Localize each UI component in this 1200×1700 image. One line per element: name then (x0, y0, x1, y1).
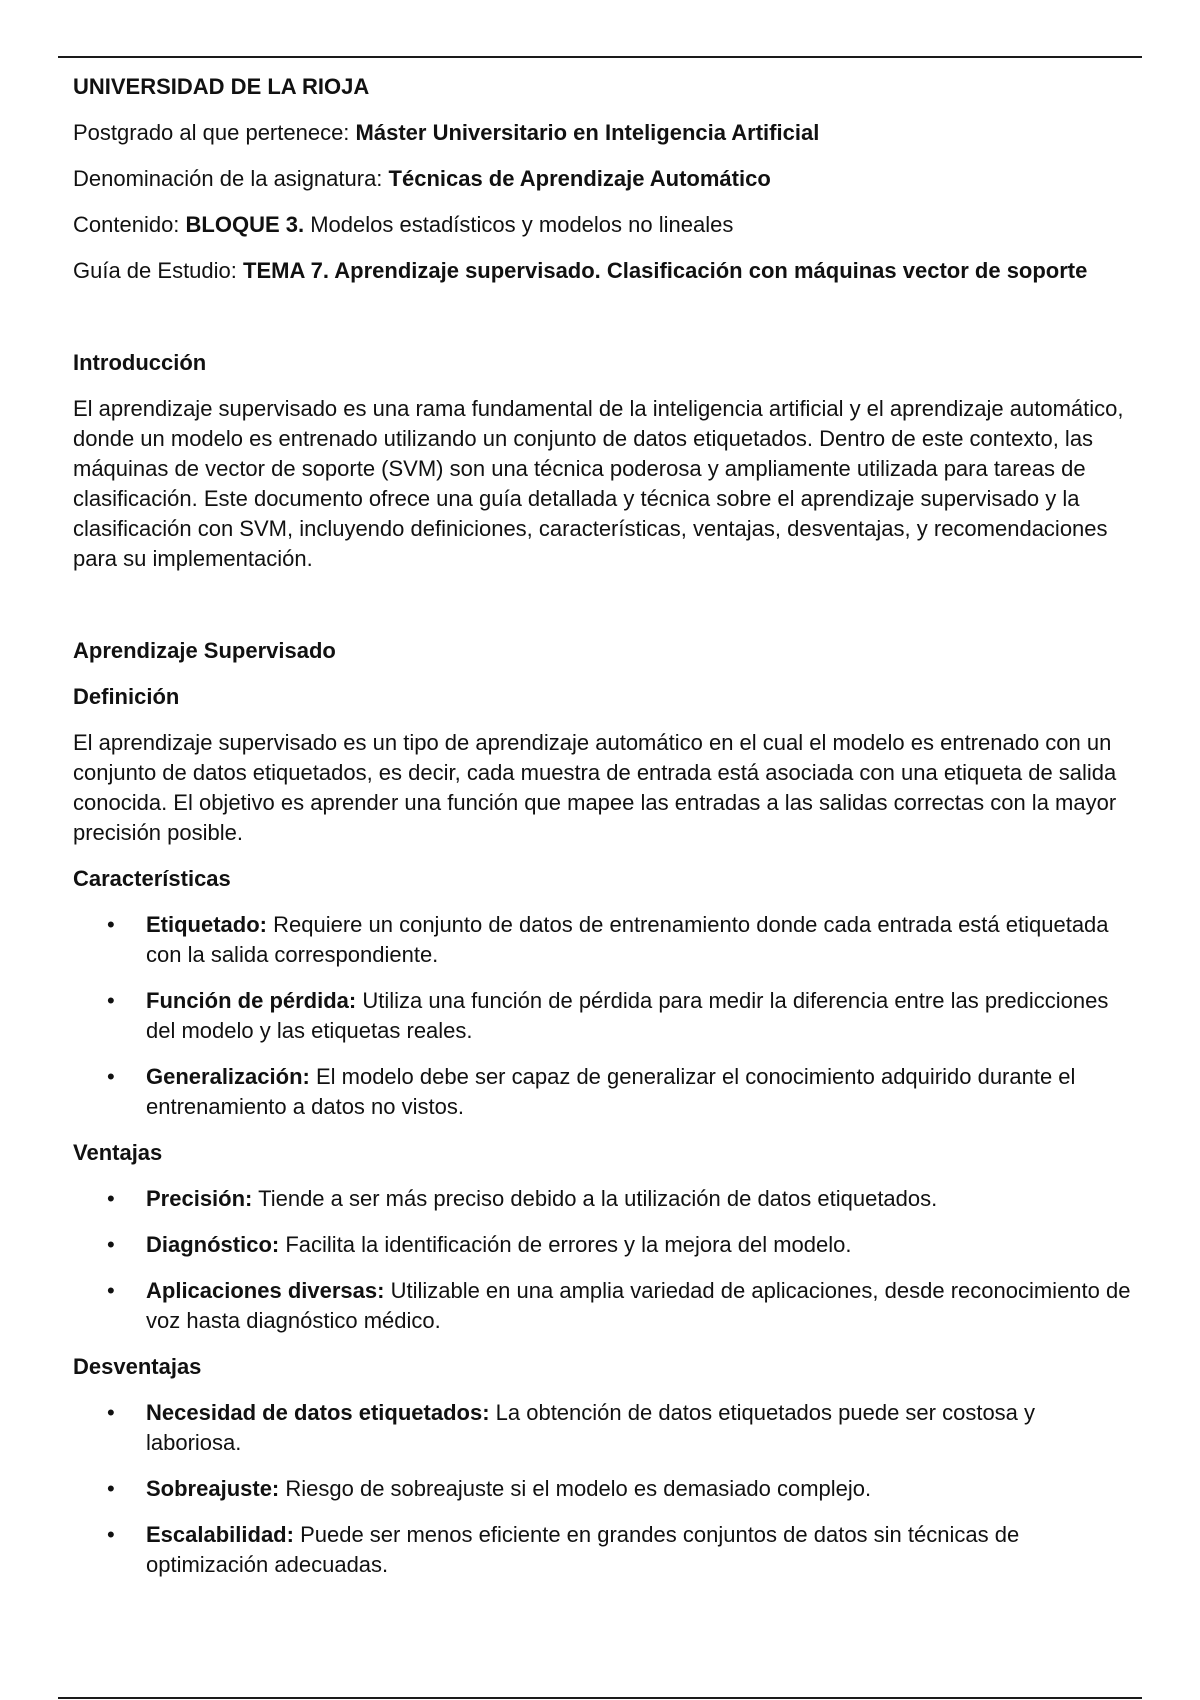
item-desc: Utiliza una función de pérdida para medir la diferencia entre las predicciones del modelo y las etiquetas reales. (146, 988, 1109, 1043)
aprendizaje-heading: Aprendizaje Supervisado (73, 638, 336, 663)
contenido-line (73, 210, 1133, 240)
asignatura-value: Técnicas de Aprendizaje Automático (388, 166, 771, 191)
contenido-label: Contenido: (73, 212, 186, 237)
document-body (73, 72, 1133, 1596)
item-desc: Riesgo de sobreajuste si el modelo es demasiado complejo. (279, 1476, 872, 1501)
postgrado-value: Máster Universitario en Inteligencia Artificial (355, 120, 820, 145)
item-term: Función de pérdida: (146, 988, 357, 1013)
introduccion-heading: Introducción (73, 350, 207, 375)
guia-line (73, 256, 1133, 286)
list-item (73, 910, 1133, 970)
bullet-icon: • (107, 1064, 115, 1089)
list-item (73, 1276, 1133, 1336)
item-desc: Requiere un conjunto de datos de entrenamiento donde cada entrada está etiquetada con la salida correspondiente. (146, 912, 1109, 967)
caracteristicas-heading: Características (73, 866, 231, 891)
contenido-bold: BLOQUE 3. (185, 212, 305, 237)
item-term: Escalabilidad: (146, 1522, 294, 1547)
item-desc: Puede ser menos eficiente en grandes conjuntos de datos sin técnicas de optimización adecuadas. (146, 1522, 1020, 1577)
ventajas-list (73, 1184, 1133, 1336)
definicion-heading: Definición (73, 684, 180, 709)
bottom-rule (58, 1697, 1142, 1699)
item-desc: Utilizable en una amplia variedad de aplicaciones, desde reconocimiento de voz hasta diagnóstico médico. (146, 1278, 1131, 1333)
item-desc: Tiende a ser más preciso debido a la utilización de datos etiquetados. (252, 1186, 938, 1211)
desventajas-heading: Desventajas (73, 1354, 202, 1379)
bullet-icon: • (107, 1476, 115, 1501)
item-term: Etiquetado: (146, 912, 267, 937)
bullet-icon: • (107, 912, 115, 937)
bullet-icon: • (107, 1232, 115, 1257)
bullet-icon: • (107, 988, 115, 1013)
list-item (73, 986, 1133, 1046)
postgrado-line (73, 118, 1133, 148)
caracteristicas-list (73, 910, 1133, 1122)
item-term: Precisión: (146, 1186, 253, 1211)
university-title: UNIVERSIDAD DE LA RIOJA (73, 74, 370, 99)
list-item (73, 1474, 1133, 1504)
item-desc: Facilita la identificación de errores y la mejora del modelo. (279, 1232, 852, 1257)
asignatura-line (73, 164, 1133, 194)
bullet-icon: • (107, 1278, 115, 1303)
desventajas-list (73, 1398, 1133, 1580)
item-desc: El modelo debe ser capaz de generalizar el conocimiento adquirido durante el entrenamiento a datos no vistos. (146, 1064, 1076, 1119)
item-term: Sobreajuste: (146, 1476, 280, 1501)
item-term: Diagnóstico: (146, 1232, 280, 1257)
guia-label: Guía de Estudio: (73, 258, 243, 283)
item-term: Generalización: (146, 1064, 310, 1089)
introduccion-text: El aprendizaje supervisado es una rama fundamental de la inteligencia artificial y el aprendizaje automático, donde un modelo es entrenado utilizando un conjunto de datos etiquetados. Dentro de este contexto, las máquinas de vector de soporte (SVM) son una técnica poderosa y ampliamente utilizada para tareas de clasificación. Este documento ofrece una guía detallada y técnica sobre el aprendizaje supervisado y la clasificación con SVM, incluyendo definiciones, características, ventajas, desventajas, y recomendaciones para su implementación. (73, 396, 1124, 571)
top-rule (58, 56, 1142, 58)
definicion-text: El aprendizaje supervisado es un tipo de aprendizaje automático en el cual el modelo es entrenado con un conjunto de datos etiquetados, es decir, cada muestra de entrada está asociada con una etiqueta de salida conocida. El objetivo es aprender una función que mapee las entradas a las salidas correctas con la mayor precisión posible. (73, 730, 1117, 845)
item-term: Aplicaciones diversas: (146, 1278, 385, 1303)
contenido-rest: Modelos estadísticos y modelos no lineales (304, 212, 734, 237)
bullet-icon: • (107, 1186, 115, 1211)
list-item (73, 1230, 1133, 1260)
postgrado-label: Postgrado al que pertenece: (73, 120, 356, 145)
bullet-icon: • (107, 1400, 115, 1425)
item-term: Necesidad de datos etiquetados: (146, 1400, 490, 1425)
bullet-icon: • (107, 1522, 115, 1547)
guia-value: TEMA 7. Aprendizaje supervisado. Clasificación con máquinas vector de soporte (243, 258, 1088, 283)
asignatura-label: Denominación de la asignatura: (73, 166, 389, 191)
list-item (73, 1184, 1133, 1214)
ventajas-heading: Ventajas (73, 1140, 163, 1165)
list-item (73, 1520, 1133, 1580)
item-desc: La obtención de datos etiquetados puede ser costosa y laboriosa. (146, 1400, 1036, 1455)
list-item (73, 1062, 1133, 1122)
list-item (73, 1398, 1133, 1458)
